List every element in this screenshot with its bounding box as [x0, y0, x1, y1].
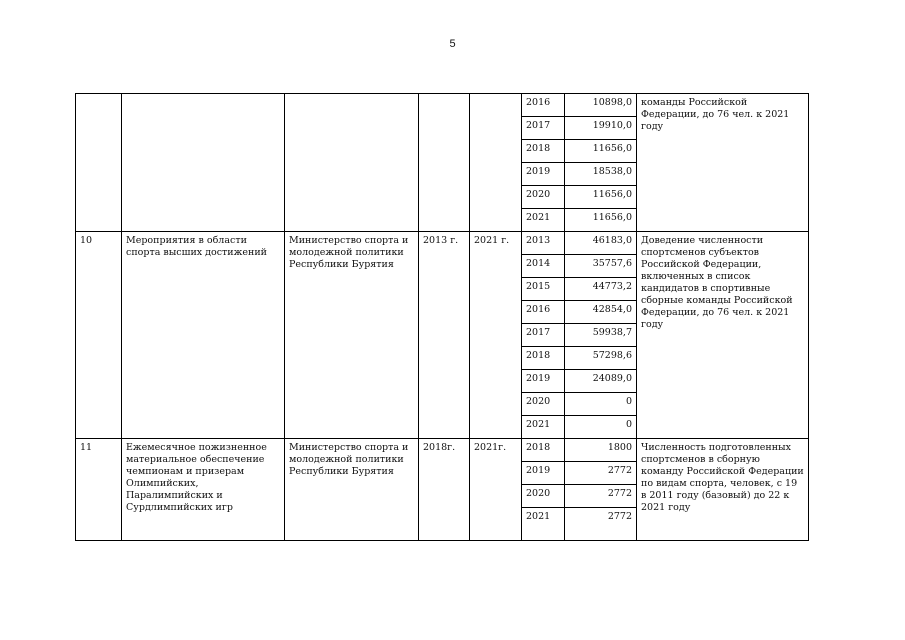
executor: Министерство спорта и молодежной политики Республики Бурятия	[285, 232, 419, 439]
funding-year: 2020	[522, 393, 565, 416]
funding-amount: 2772	[565, 462, 637, 485]
funding-year: 2016	[522, 94, 565, 117]
funding-year: 2019	[522, 163, 565, 186]
measure-name	[122, 94, 285, 232]
funding-year: 2021	[522, 508, 565, 541]
end-year: 2021г.	[470, 439, 522, 541]
end-year: 2021 г.	[470, 232, 522, 439]
funding-amount: 1800	[565, 439, 637, 462]
funding-year: 2017	[522, 324, 565, 347]
program-table	[75, 93, 809, 541]
funding-year: 2019	[522, 462, 565, 485]
funding-year: 2021	[522, 209, 565, 232]
measure-name: Ежемесячное пожизненное материальное обеспечение чемпионам и призерам Олимпийских, Паралимпийских и Сурдлимпийских игр	[122, 439, 285, 541]
funding-amount: 35757,6	[565, 255, 637, 278]
start-year: 2018г.	[419, 439, 470, 541]
funding-year: 2018	[522, 140, 565, 163]
funding-amount: 18538,0	[565, 163, 637, 186]
table-row	[76, 232, 809, 255]
funding-amount: 0	[565, 416, 637, 439]
funding-amount: 2772	[565, 485, 637, 508]
funding-amount: 11656,0	[565, 140, 637, 163]
funding-year: 2015	[522, 278, 565, 301]
funding-year: 2021	[522, 416, 565, 439]
expected-result: команды Российской Федерации, до 76 чел. к 2021 году	[637, 94, 809, 232]
table-row	[76, 439, 809, 462]
page-number: 5	[449, 38, 456, 50]
table-row	[76, 94, 809, 117]
funding-year: 2018	[522, 439, 565, 462]
expected-result: Численность подготовленных спортсменов в сборную команду Российской Федерации по видам спорта, человек, с 19 в 2011 году (базовый) до 22 к 2021 году	[637, 439, 809, 541]
funding-amount: 10898,0	[565, 94, 637, 117]
executor	[285, 94, 419, 232]
funding-year: 2020	[522, 186, 565, 209]
funding-amount: 57298,6	[565, 347, 637, 370]
funding-amount: 59938,7	[565, 324, 637, 347]
end-year	[470, 94, 522, 232]
funding-year: 2017	[522, 117, 565, 140]
funding-year: 2020	[522, 485, 565, 508]
row-number: 10	[76, 232, 122, 439]
funding-amount: 11656,0	[565, 209, 637, 232]
funding-amount: 0	[565, 393, 637, 416]
funding-year: 2019	[522, 370, 565, 393]
funding-amount: 24089,0	[565, 370, 637, 393]
funding-year: 2014	[522, 255, 565, 278]
funding-year: 2013	[522, 232, 565, 255]
funding-amount: 11656,0	[565, 186, 637, 209]
funding-amount: 19910,0	[565, 117, 637, 140]
start-year	[419, 94, 470, 232]
row-number	[76, 94, 122, 232]
expected-result: Доведение численности спортсменов субъектов Российской Федерации, включенных в список кандидатов в спортивные сборные команды Российской Федерации, до 76 чел. к 2021 году	[637, 232, 809, 439]
funding-year: 2016	[522, 301, 565, 324]
measure-name: Мероприятия в области спорта высших достижений	[122, 232, 285, 439]
funding-amount: 44773,2	[565, 278, 637, 301]
row-number: 11	[76, 439, 122, 541]
funding-amount: 42854,0	[565, 301, 637, 324]
funding-year: 2018	[522, 347, 565, 370]
start-year: 2013 г.	[419, 232, 470, 439]
executor: Министерство спорта и молодежной политики Республики Бурятия	[285, 439, 419, 541]
funding-amount: 2772	[565, 508, 637, 541]
funding-amount: 46183,0	[565, 232, 637, 255]
